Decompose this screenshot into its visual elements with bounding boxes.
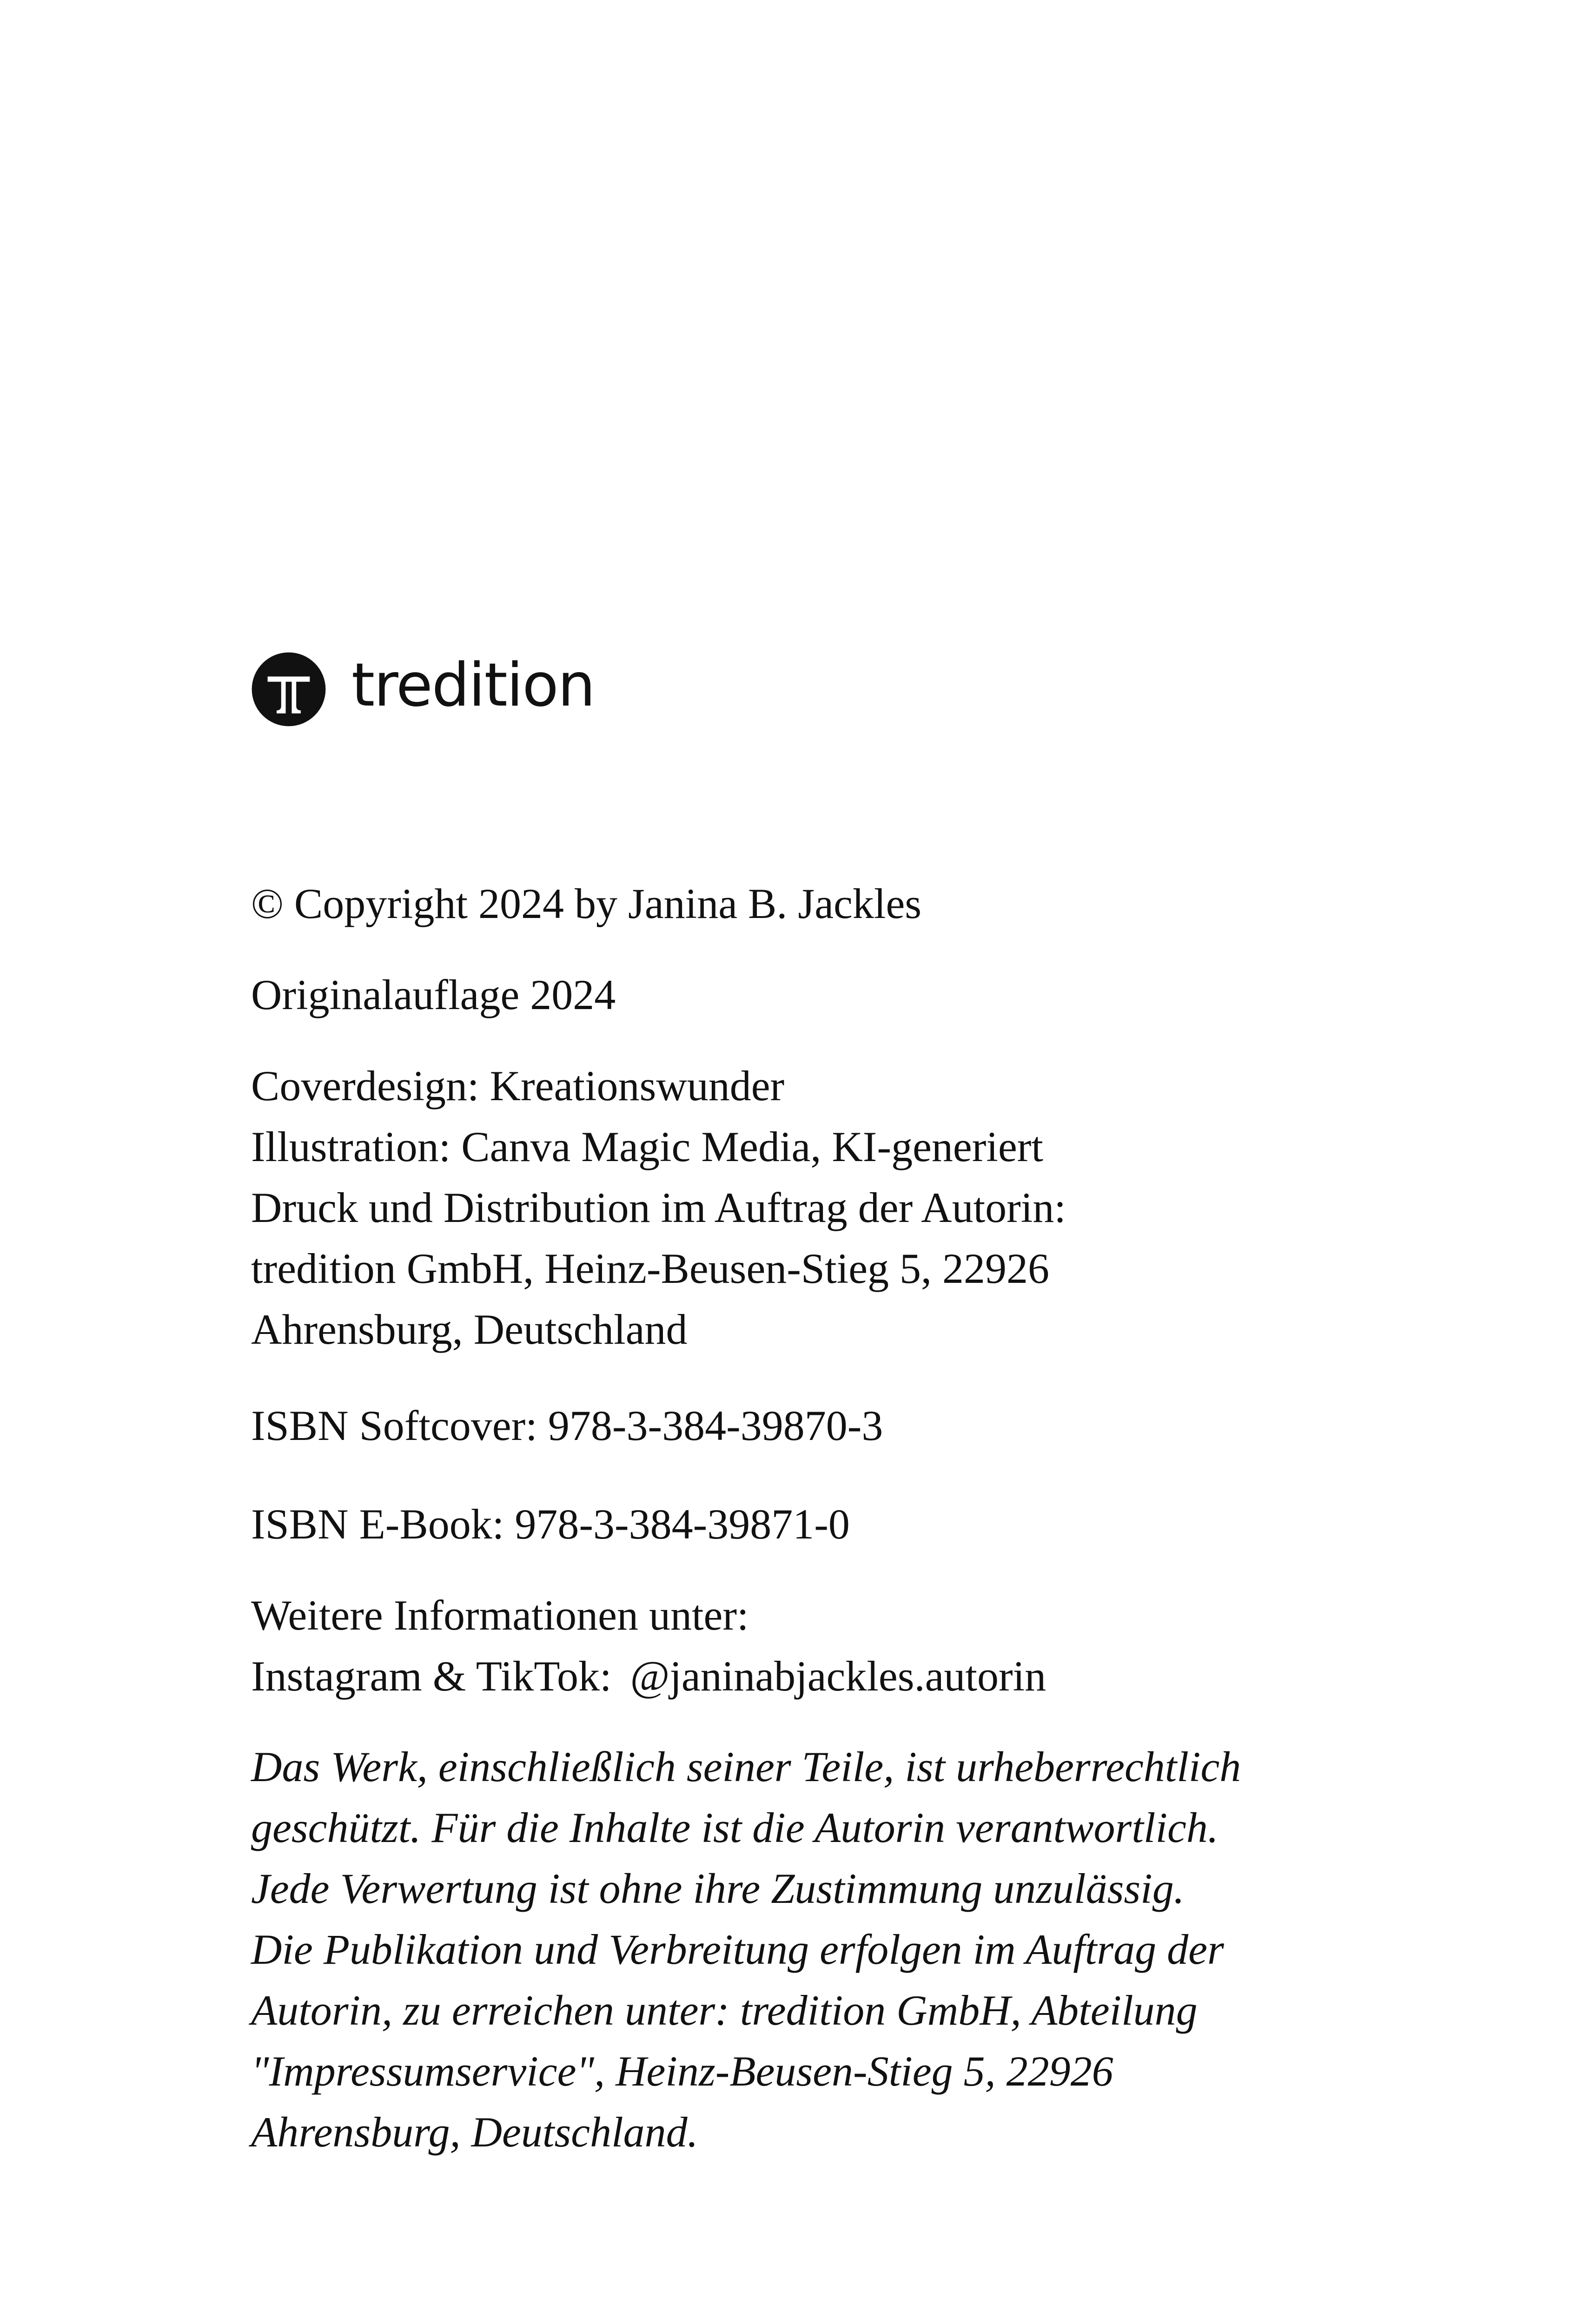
legal-line: geschützt. Für die Inhalte ist die Autorin verantwortlich. [251,1804,1219,1851]
legal-line: Das Werk, einschließlich seiner Teile, ist urheberrechtlich [251,1743,1241,1790]
credit-line: Illustration: Canva Magic Media, KI-generiert [251,1123,1043,1170]
social-line [251,1646,1506,1707]
edition-line: Originalauflage 2024 [251,971,616,1018]
credit-line: Coverdesign: Kreationswunder [251,1062,785,1109]
publisher-wordmark: tredition [351,651,595,720]
legal-line: "Impressumservice", Heinz-Beusen-Stieg 5, 22926 [251,2047,1113,2095]
info-block [251,1585,1506,1707]
social-label: Instagram & TikTok: [251,1652,612,1700]
isbn-softcover: ISBN Softcover: 978-3-384-39870-3 [251,1402,883,1449]
publisher-logo [251,650,595,729]
isbn-ebook: ISBN E-Book: 978-3-384-39871-0 [251,1500,850,1548]
info-heading: Weitere Informationen unter: [251,1591,749,1639]
tredition-logo-icon [251,652,326,727]
credit-line: Ahrensburg, Deutschland [251,1306,688,1353]
legal-notice [251,1736,1506,2163]
copyright-notice: © Copyright 2024 by Janina B. Jackles [251,880,922,927]
legal-line: Ahrensburg, Deutschland. [251,2108,698,2156]
legal-line: Die Publikation und Verbreitung erfolgen im Auftrag der [251,1926,1224,1973]
credit-line: tredition GmbH, Heinz-Beusen-Stieg 5, 22926 [251,1245,1050,1292]
legal-line: Autorin, zu erreichen unter: tredition GmbH, Abteilung [251,1987,1198,2034]
social-handle: @janinabjackles.autorin [630,1652,1046,1700]
credit-line: Druck und Distribution im Auftrag der Autorin: [251,1184,1066,1231]
legal-line: Jede Verwertung ist ohne ihre Zustimmung unzulässig. [251,1865,1185,1912]
credits-block [251,1056,1506,1360]
